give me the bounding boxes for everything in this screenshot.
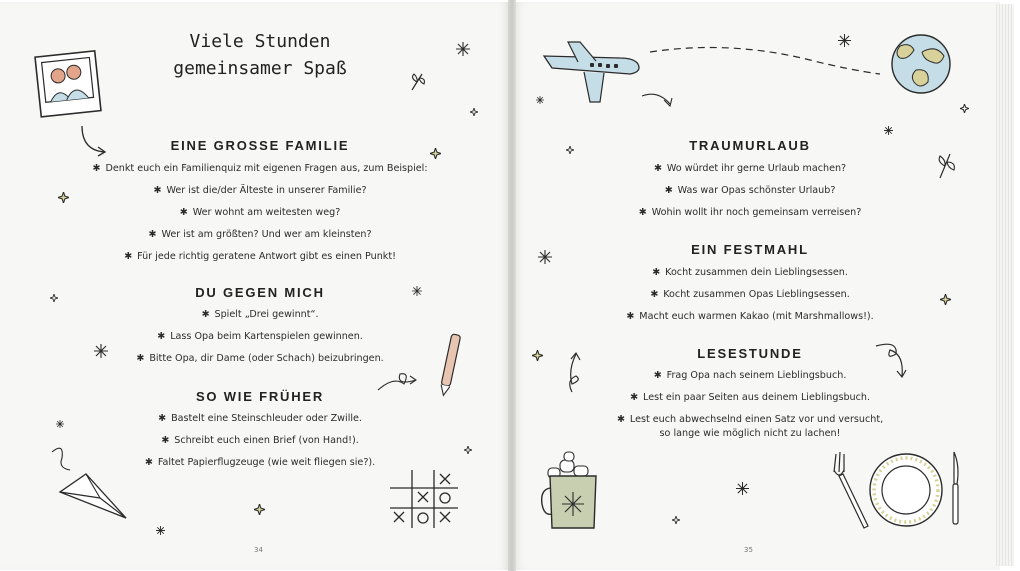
section-heading-familie: EINE GROSSE FAMILIE (170, 138, 350, 153)
airplane-icon (538, 38, 650, 106)
photo-frame-icon (30, 48, 105, 120)
page-number-left: 34 (254, 546, 263, 554)
sparkle-icon (56, 420, 64, 428)
sparkle-icon (94, 344, 108, 358)
sparkle-icon (58, 192, 69, 203)
sparkle-icon (464, 446, 472, 454)
bullet-star-icon: ✱ (92, 163, 101, 174)
sparkle-icon (538, 250, 552, 264)
list-item: ✱ Faltet Papierflugzeuge (wie weit fliegen sie?). (144, 457, 376, 468)
book-gutter (508, 0, 516, 571)
title-line-2: gemeinsamer Spaß (173, 58, 347, 79)
list-item: ✱ Macht euch warmen Kakao (mit Marshmallows!). (626, 311, 874, 322)
bullet-star-icon: ✱ (179, 207, 188, 218)
sparkle-icon (960, 104, 969, 113)
sparkle-icon (50, 294, 58, 302)
list-item: ✱ Lest ein paar Seiten aus deinem Lieblingsbuch. (629, 392, 871, 403)
paper-plane-icon (50, 442, 132, 524)
list-item: ✱ Lest euch abwechselnd einen Satz vor und versucht, (616, 414, 884, 425)
curly-arrow-icon (78, 124, 110, 158)
sparkle-icon (672, 516, 680, 524)
section-heading-festmahl: EIN FESTMAHL (691, 242, 809, 257)
bullet-star-icon: ✱ (201, 309, 210, 320)
bullet-star-icon: ✱ (148, 229, 157, 240)
bullet-star-icon: ✱ (638, 207, 647, 218)
section-heading-lesestunde: LESESTUNDE (697, 346, 803, 361)
sparkle-icon (456, 42, 470, 56)
list-item: ✱ Bitte Opa, dir Dame (oder Schach) beizubringen. (136, 353, 384, 364)
bullet-star-icon: ✱ (629, 392, 639, 403)
list-item: ✱ Was war Opas schönster Urlaub? (664, 185, 836, 196)
bullet-star-icon: ✱ (161, 435, 170, 446)
bullet-star-icon: ✱ (616, 414, 625, 425)
bullet-star-icon: ✱ (136, 353, 145, 364)
list-item: ✱ Wer wohnt am weitesten weg? (179, 207, 341, 218)
page-edges (996, 4, 1014, 566)
bullet-star-icon: ✱ (157, 331, 166, 342)
list-item: ✱ Wo würdet ihr gerne Urlaub machen? (653, 163, 847, 174)
leaf-icon (934, 150, 958, 180)
bullet-star-icon: ✱ (626, 311, 635, 322)
bullet-star-icon: ✱ (158, 413, 167, 424)
flight-path-icon (640, 44, 892, 116)
sparkle-icon (566, 146, 574, 154)
list-item: ✱ Wohin wollt ihr noch gemeinsam verreisen? (638, 207, 862, 218)
bullet-star-icon: ✱ (153, 185, 162, 196)
bullet-star-icon: ✱ (653, 370, 662, 381)
list-item: ✱ Frag Opa nach seinem Lieblingsbuch. (653, 370, 847, 381)
sparkle-icon (430, 148, 441, 159)
bullet-star-icon: ✱ (664, 185, 673, 196)
list-item: ✱ Wer ist am größten? Und wer am kleinsten? (148, 229, 372, 240)
plate-cutlery-icon (830, 448, 970, 532)
curly-arrow-icon (874, 340, 910, 380)
section-heading-du-gegen-mich: DU GEGEN MICH (195, 285, 325, 300)
sparkle-icon (532, 350, 543, 361)
sparkle-icon (254, 504, 265, 515)
cocoa-mug-icon (540, 450, 612, 534)
globe-icon (888, 32, 954, 96)
bullet-star-icon: ✱ (144, 457, 153, 468)
bullet-star-icon: ✱ (650, 289, 659, 300)
list-item: ✱ Kocht zusammen Opas Lieblingsessen. (650, 289, 850, 300)
list-item: ✱ Kocht zusammen dein Lieblingsessen. (652, 267, 848, 278)
sparkle-icon (736, 482, 749, 495)
tic-tac-toe-icon (388, 468, 460, 530)
list-item: ✱ Für jede richtig geratene Antwort gibt es einen Punkt! (124, 251, 396, 262)
sparkle-icon (536, 96, 544, 104)
page-number-right: 35 (744, 546, 753, 554)
bullet-star-icon: ✱ (653, 163, 662, 174)
leaf-icon (408, 70, 428, 92)
list-item-continuation: so lange wie möglich nicht zu lachen! (659, 428, 841, 439)
bullet-star-icon: ✱ (652, 267, 661, 278)
page-title (150, 28, 370, 82)
list-item: ✱ Bastelt eine Steinschleuder oder Zwille. (158, 413, 362, 424)
curly-arrow-icon (564, 350, 588, 394)
section-heading-traumurlaub: TRAUMURLAUB (689, 138, 811, 153)
pen-icon (374, 332, 466, 398)
list-item: ✱ Denkt euch ein Familienquiz mit eigenen Fragen aus, zum Beispiel: (92, 163, 428, 174)
sparkle-icon (470, 108, 478, 116)
title-line-1: Viele Stunden (189, 31, 331, 52)
sparkle-icon (412, 286, 422, 296)
sparkle-icon (884, 126, 893, 135)
list-item: ✱ Wer ist die/der Älteste in unserer Familie? (153, 185, 367, 196)
sparkle-icon (838, 34, 851, 47)
section-heading-so-wie-frueher: SO WIE FRÜHER (195, 389, 325, 404)
list-item: ✱ Spielt „Drei gewinnt“. (201, 309, 319, 320)
sparkle-icon (156, 526, 165, 535)
list-item: ✱ Schreibt euch einen Brief (von Hand!). (161, 435, 359, 446)
list-item: ✱ Lass Opa beim Kartenspielen gewinnen. (157, 331, 363, 342)
sparkle-icon (940, 294, 951, 305)
bullet-star-icon: ✱ (124, 251, 133, 262)
